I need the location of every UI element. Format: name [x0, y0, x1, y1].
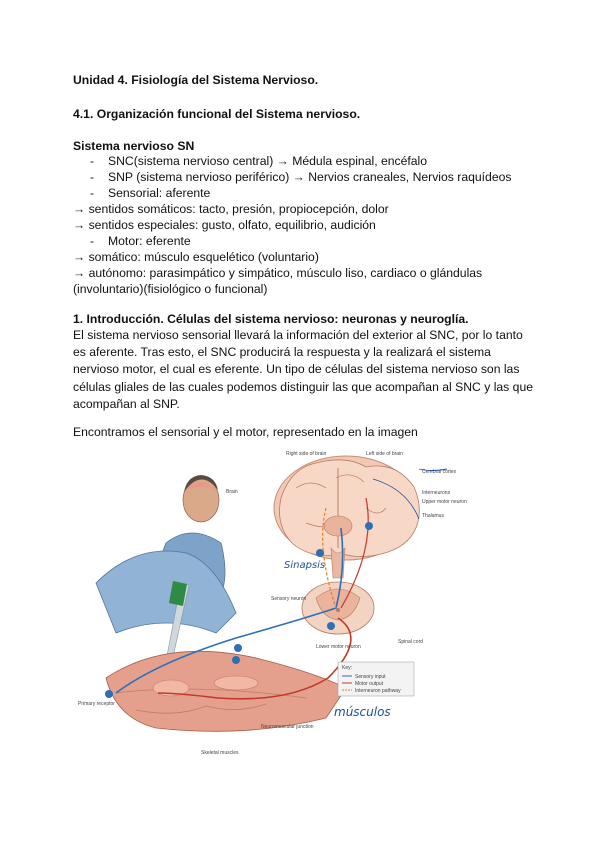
step-marker: [232, 656, 240, 664]
label-right-side: Right side of brain: [286, 451, 327, 457]
hand-skin-illustration: [106, 651, 346, 731]
man-illustration: [96, 475, 236, 633]
label-upper-motor: Upper motor neuron: [422, 499, 467, 505]
handwritten-synapsis: Sinapsis: [284, 560, 326, 571]
label-interneurons: Interneurons: [422, 490, 451, 496]
step-marker: [105, 690, 113, 698]
step-marker: [327, 622, 335, 630]
key-interneuron: Interneuron pathway: [355, 688, 401, 694]
list-item-snp: SNP (sistema nervioso periférico) → Nervios craneales, Nervios raquídeos: [108, 170, 512, 184]
step-marker: [365, 522, 373, 530]
key-motor: Motor output: [355, 681, 384, 687]
key-title: Key:: [342, 665, 353, 671]
list-dash: -: [90, 186, 95, 200]
list-item-motor: Motor: eferente: [108, 234, 191, 248]
label-skeletal: Skeletal muscles: [201, 750, 239, 756]
label-nm-junction: Neuromuscular junction: [261, 724, 314, 730]
label-primary-receptor: Primary receptor: [78, 701, 115, 707]
list-item-somaticos: → sentidos somáticos: tacto, presión, propiocepción, dolor: [73, 202, 389, 216]
label-left-side: Left side of brain: [366, 451, 403, 457]
list-item-sensorial: Sensorial: aferente: [108, 186, 211, 200]
label-brain: Brain: [226, 489, 238, 495]
step-marker: [234, 644, 242, 652]
label-thalamus: Thalamus: [422, 513, 444, 519]
list-item-autonomo: → autónomo: parasimpático y simpático, músculo liso, cardiaco o glándulas: [73, 266, 483, 280]
list-item-somatico: → somático: músculo esquelético (voluntario): [73, 250, 319, 264]
key-sensory: Sensory input: [355, 674, 386, 680]
list-dash: -: [90, 154, 95, 168]
list-item-autonomo-cont: (involuntario)(fisiológico o funcional): [73, 282, 268, 296]
nervous-system-figure: [76, 448, 496, 764]
label-spinal-cord: Spinal cord: [398, 639, 424, 645]
label-lower-motor: Lower motor neuron: [316, 644, 361, 650]
intro-heading: 1. Introducción. Células del sistema nervioso: neuronas y neuroglía.: [73, 312, 469, 326]
list-dash: -: [90, 234, 95, 248]
spinal-cord-illustration: [302, 582, 374, 634]
list-dash: -: [90, 170, 95, 184]
image-caption: Encontramos el sensorial y el motor, representado en la imagen: [73, 425, 418, 439]
label-cerebral-cortex: Cerebral cortex: [422, 469, 457, 475]
label-sensory-neuron: Sensory neuron: [271, 596, 307, 602]
section-title: 4.1. Organización funcional del Sistema nervioso.: [73, 107, 361, 121]
intro-paragraph: El sistema nervioso sensorial llevará la información del exterior al SNC, por lo tanto es aferente. Tras esto, el SNC producirá la respuesta y la realizará el sistema nervioso motor, el cual es eferente. Un tipo de células del sistema nervioso son las células gliales de las cuales podemos distinguir las que acompañan al SNC y las que acompañan al SNP.: [73, 328, 534, 411]
figure-key: [338, 662, 414, 696]
unit-title: Unidad 4. Fisiología del Sistema Nervioso.: [73, 73, 319, 87]
step-marker: [316, 549, 324, 557]
handwritten-musculos: músculos: [334, 705, 391, 719]
sn-heading: Sistema nervioso SN: [73, 139, 195, 153]
list-item-especiales: → sentidos especiales: gusto, olfato, equilibrio, audición: [73, 218, 376, 232]
list-item-snc: SNC(sistema nervioso central) → Médula espinal, encéfalo: [108, 154, 428, 168]
figure-svg: [76, 448, 496, 764]
